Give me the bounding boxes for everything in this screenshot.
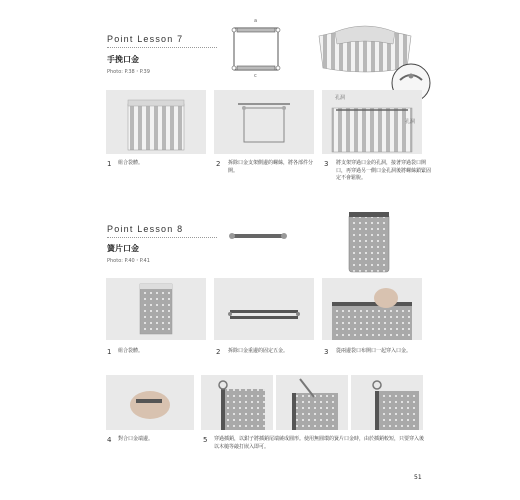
lesson8-step4-photo xyxy=(106,375,194,430)
lesson8-step2-text: 拆除口金重邊的固定五金。 xyxy=(228,348,289,354)
lesson7-step3-text: 將支架穿過口金的孔洞，接著穿過袋口開口，再穿過另一側口金孔洞後將螺絲鎖緊固定不會鬆脫。 xyxy=(336,160,432,181)
frame-label-c: c xyxy=(254,73,257,79)
lesson8-step5-text: 穿過插銷，以鉗子將插銷尾端繞成圓形。使用無圓環的簧片口金時，由於插銷較短，只要穿入後以木槌等敲打嵌入即可。 xyxy=(214,436,425,450)
lesson8-step2-num: 2 xyxy=(216,348,221,356)
lesson7-step1-num: 1 xyxy=(107,160,112,168)
lesson8-step3-num: 3 xyxy=(324,348,329,356)
lesson7-step1-text: 組合袋體。 xyxy=(118,160,144,166)
lesson8-step5-num: 5 xyxy=(203,436,208,444)
lesson8-subtitle: 簧片口金 xyxy=(107,244,139,253)
spring-clasp-diagram xyxy=(226,228,290,244)
lesson8-photo-ref: Photo: P.40・P.41 xyxy=(107,258,150,264)
lesson8-step3-photo xyxy=(322,278,422,340)
lesson8-title: Point Lesson 8 xyxy=(107,224,184,234)
lesson7-step1-photo xyxy=(106,90,206,154)
lesson8-step5-photo-a xyxy=(201,375,273,430)
lesson8-step5-photo-c xyxy=(351,375,423,430)
inset-label-hole-left: 孔洞 xyxy=(335,95,346,101)
lesson8-step5-photo-b xyxy=(276,375,348,430)
lesson7-step2-num: 2 xyxy=(216,160,221,168)
lesson8-step3-text: 從兩邊袋口布開口一起穿入口金。 xyxy=(336,348,412,354)
lesson8-step4-num: 4 xyxy=(107,436,112,444)
page-number: 51 xyxy=(414,474,422,481)
frame-diagram xyxy=(228,20,284,80)
dot-pouch-photo xyxy=(345,208,393,274)
lesson8-step1-photo xyxy=(106,278,206,340)
lesson7-step3-num: 3 xyxy=(324,160,329,168)
inset-label-hole-right: 孔洞 xyxy=(405,119,416,125)
lesson8-step1-num: 1 xyxy=(107,348,112,356)
lesson7-divider xyxy=(107,47,217,48)
lesson8-step2-photo xyxy=(214,278,314,340)
frame-label-a: a xyxy=(254,18,258,24)
lesson7-step2-text: 拆除口金支架側邊的螺絲，將各部件分開。 xyxy=(228,160,314,174)
lesson8-step4-text: 對合口金端邊。 xyxy=(118,436,154,442)
lesson7-photo-ref: Photo: P.38・P.39 xyxy=(107,69,150,75)
lesson7-subtitle: 手挽口金 xyxy=(107,55,139,64)
lesson8-step1-text: 組合袋體。 xyxy=(118,348,144,354)
lesson7-title: Point Lesson 7 xyxy=(107,34,184,44)
lesson7-step2-photo xyxy=(214,90,314,154)
lesson8-divider xyxy=(107,237,217,238)
